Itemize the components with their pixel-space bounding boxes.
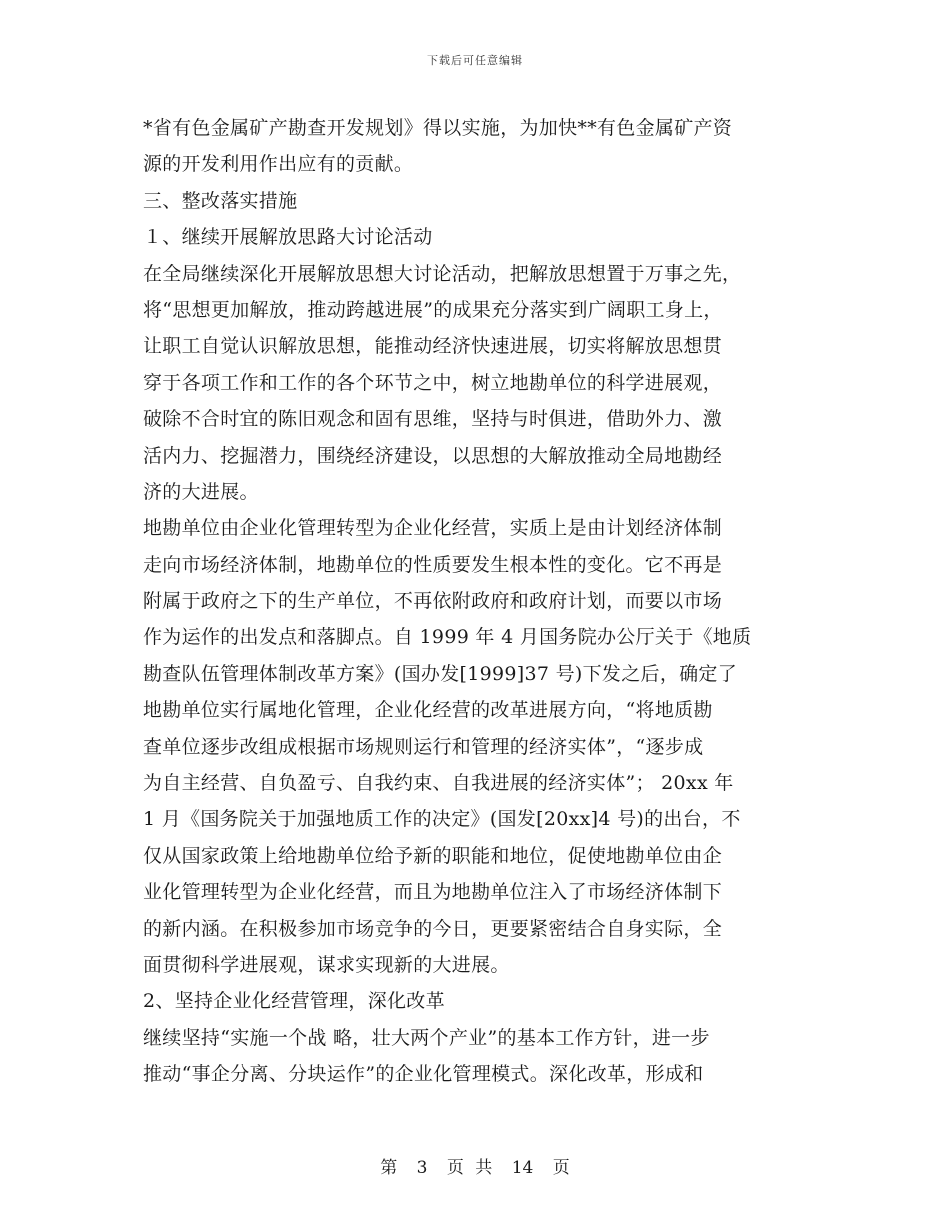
page-footer [0,1153,950,1178]
text-line: 地勘单位实行属地化管理，企业化经营的改革进展方向，“将地质勘 [143,699,713,722]
text-line: 继续坚持“实施一个战 略，壮大两个产业”的基本工作方针，进一步 [143,1026,710,1049]
footer-suffix: 页 [552,1158,570,1178]
text-line: 查单位逐步改组成根据市场规则运行和管理的经济实体”，“逐步成 [143,735,704,758]
text-line: 作为运作的出发点和落脚点。自 1999 年 4 月国务院办公厅关于《地质 [143,626,752,649]
text-line: 济的大进展。 [143,480,259,503]
text-line: 1 月《国务院关于加强地质工作的决定》(国发[20xx]4 号)的出台，不 [143,808,741,831]
footer-page-number: 3 [416,1158,428,1178]
text-line: 勘查队伍管理体制改革方案》(国办发[1999]37 号)下发之后，确定了 [143,662,738,685]
footer-middle: 页 共 [446,1158,493,1178]
text-line: 推动“事企分离、分块运作”的企业化管理模式。深化改革，形成和 [143,1063,704,1086]
text-line: 面贯彻科学进展观，谋求实现新的大进展。 [143,953,510,976]
text-line: １、继续开展解放思路大讨论活动 [143,226,433,249]
text-line: 地勘单位由企业化管理转型为企业化经营，实质上是由计划经济体制 [143,517,723,540]
text-line: 走向市场经济体制，地勘单位的性质要发生根本性的变化。它不再是 [143,553,723,576]
text-line: 让职工自觉认识解放思想，能推动经济快速进展，切实将解放思想贯 [143,335,723,358]
text-line: 破除不合时宜的陈旧观念和固有思维，坚持与时俱进，借助外力、激 [143,408,723,431]
text-line: 业化管理转型为企业化经营，而且为地勘单位注入了市场经济体制下 [143,881,723,904]
text-line: 的新内涵。在积极参加市场竞争的今日，更要紧密结合自身实际，全 [143,917,723,940]
document-body [143,110,811,1093]
text-line: 在全局继续深化开展解放思想大讨论活动，把解放思想置于万事之先， [143,262,742,285]
header-note: 下载后可任意编辑 [427,54,523,67]
footer-total-pages: 14 [511,1158,534,1178]
text-line: 三、整改落实措施 [143,189,298,212]
text-line: *省有色金属矿产勘查开发规划》得以实施，为加快**有色金属矿产资 [143,117,733,139]
text-line: 源的开发利用作出应有的贡献。 [143,153,414,176]
footer-prefix: 第 [380,1158,398,1178]
text-line: 活内力、挖掘潜力，围绕经济建设，以思想的大解放推动全局地勘经 [143,444,723,467]
text-line: 为自主经营、自负盈亏、自我约束、自我进展的经济实体”； 20xx 年 [143,772,734,795]
text-line: 穿于各项工作和工作的各个环节之中，树立地勘单位的科学进展观， [143,371,723,394]
text-line: 2、坚持企业化经营管理，深化改革 [143,990,445,1013]
text-line: 仅从国家政策上给地勘单位给予新的职能和地位，促使地勘单位由企 [143,844,723,867]
text-line: 将“思想更加解放，推动跨越进展”的成果充分落实到广阔职工身上， [143,298,723,321]
text-line: 附属于政府之下的生产单位，不再依附政府和政府计划，而要以市场 [143,590,723,613]
